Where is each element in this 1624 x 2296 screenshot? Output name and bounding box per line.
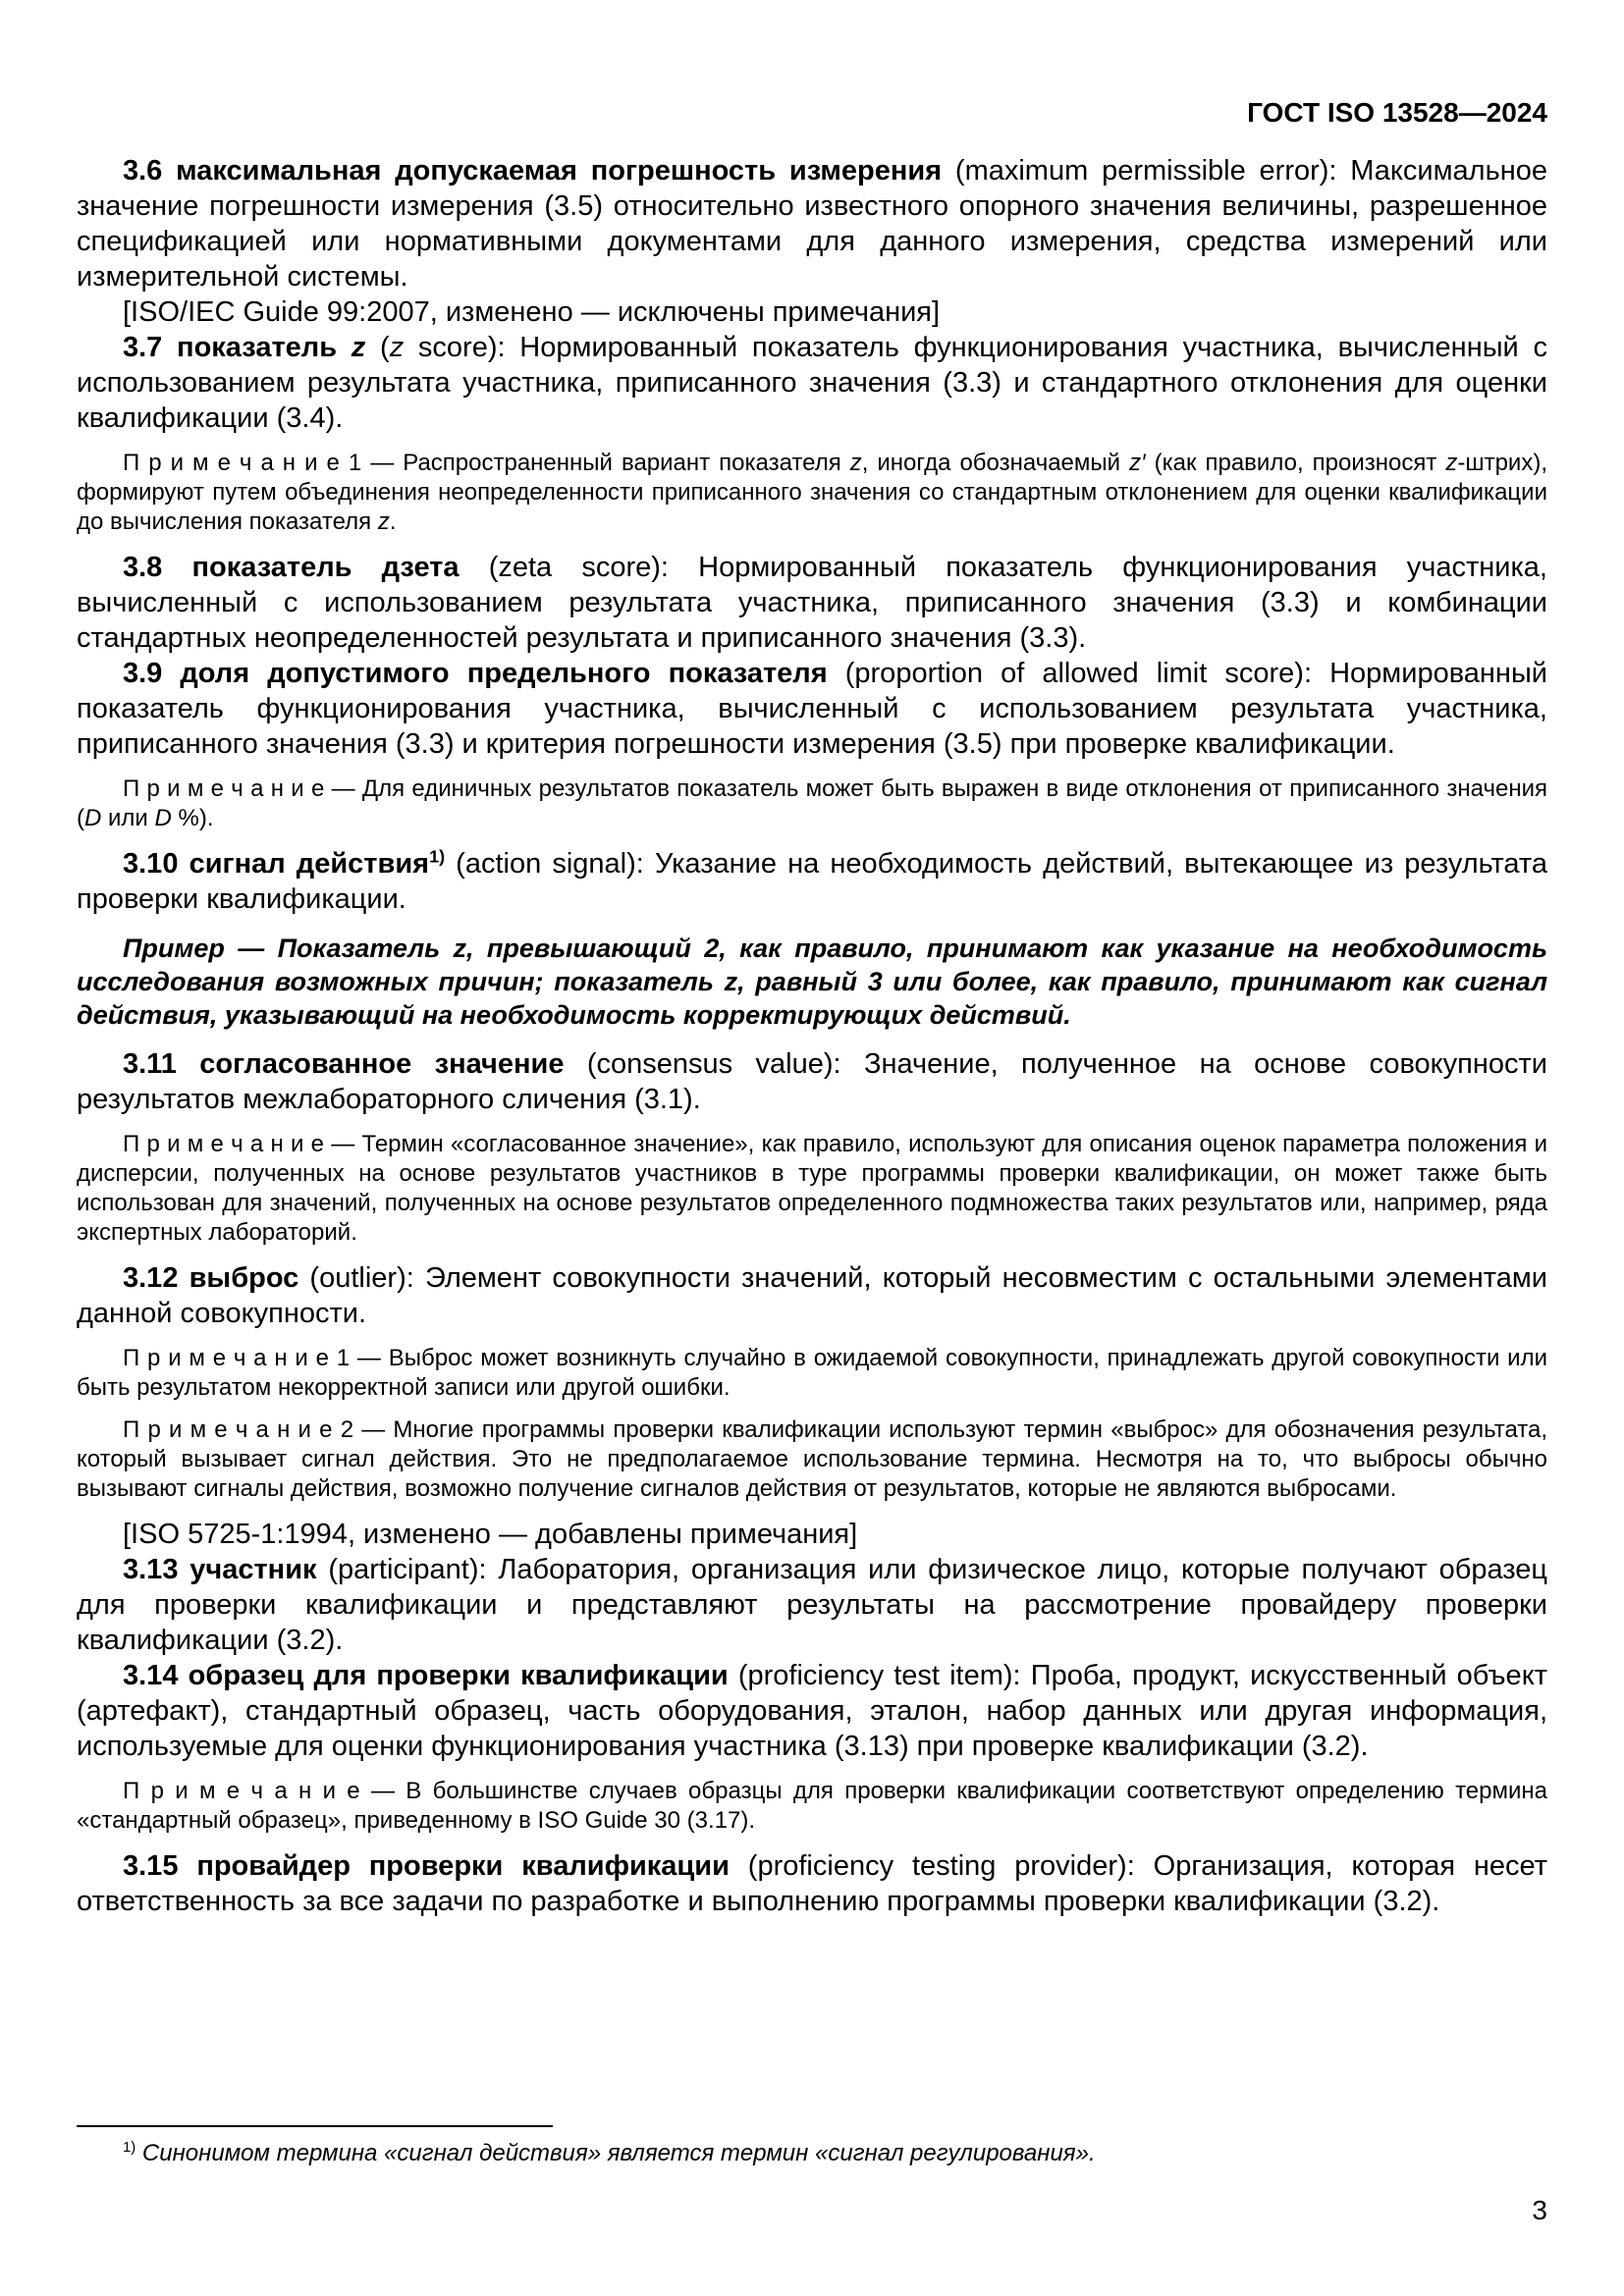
- example-paragraph: Пример — Показатель z, превышающий 2, как правило, принимают как указание на необходимость исследования возможных причин; показатель z, равный 3 или более, как правило, принимают как сигнал действия, указывающий на необходимость корректирующих действий.: [77, 934, 1547, 1030]
- term-definition-paragraph: 3.13 участник (participant): Лаборатория, организация или физическое лицо, которые получают образец для проверки квалификации и представляют результаты на рассмотрение провайдеру проверки квалификации (3.2).: [77, 1554, 1547, 1656]
- note-paragraph: П р и м е ч а н и е — Для единичных результатов показатель может быть выражен в виде отклонения от приписанного значения (D или D %).: [77, 775, 1547, 831]
- term-definition-paragraph: 3.15 провайдер проверки квалификации (proficiency testing provider): Организация, которая несет ответственность за все задачи по разработке и выполнению программы проверки квалификации (3.2).: [77, 1850, 1547, 1917]
- term-definition-paragraph: 3.11 согласованное значение (consensus value): Значение, полученное на основе совокупности результатов межлабораторного сличения (3.1).: [77, 1048, 1547, 1115]
- term-definition-paragraph: 3.14 образец для проверки квалификации (proficiency test item): Проба, продукт, искусственный объект (артефакт), стандартный образец, часть оборудования, эталон, набор данных или другая информация, используемые для оценки функционирования участника (3.13) при проверке квалификации (3.2).: [77, 1660, 1547, 1762]
- note-paragraph: П р и м е ч а н и е 1 — Выброс может возникнуть случайно в ожидаемой совокупности, принадлежать другой совокупности или быть результатом некорректной записи или другой ошибки.: [77, 1345, 1547, 1401]
- note-paragraph: П р и м е ч а н и е — Термин «согласованное значение», как правило, используют для описания оценок параметра положения и дисперсии, полученных на основе результатов участников в туре программы проверки квалификации, он может также быть использован для значений, полученных на основе результатов определенного подмножества таких результатов или, например, ряда экспертных лабораторий.: [77, 1131, 1547, 1246]
- term-definition-paragraph: 3.8 показатель дзета (zeta score): Нормированный показатель функционирования участника, вычисленный с использованием результата участника, приписанного значения (3.3) и комбинации стандартных неопределенностей результата и приписанного значения (3.3).: [77, 552, 1547, 654]
- footnote-area: [77, 2106, 1547, 2227]
- page-number: 3: [1532, 2195, 1547, 2225]
- term-definition-paragraph: 3.10 сигнал действия$^{1)}$ (action signal): Указание на необходимость действий, вытекающее из результата проверки квалификации.: [77, 846, 1547, 915]
- document-content: [77, 153, 1547, 1919]
- note-paragraph: П р и м е ч а н и е 1 — Распространенный вариант показателя z, иногда обозначаемый z′ (как правило, произносят z-штрих), формируют путем объединения неопределенности приписанного значения со стандартным отклонением для оценки квалификации до вычисления показателя z.: [77, 450, 1547, 535]
- note-paragraph: П р и м е ч а н и е — В большинстве случаев образцы для проверки квалификации соответствуют определению термина «стандартный образец», приведенному в ISO Guide 30 (3.17).: [77, 1778, 1547, 1834]
- note-paragraph: П р и м е ч а н и е 2 — Многие программы проверки квалификации используют термин «выброс» для обозначения результата, который вызывает сигнал действия. Это не предполагаемое использование термина. Несмотря на то, что выбросы обычно вызывают сигналы действия, возможно получение сигналов действия от результатов, которые не являются выбросами.: [77, 1416, 1547, 1502]
- source-reference: [ISO 5725-1:1994, изменено — добавлены примечания]: [123, 1519, 858, 1550]
- footnote-rule: [77, 2125, 553, 2127]
- footnote-text: $^{1)}$ Синонимом термина «сигнал действия» является термин «сигнал регулирования».: [123, 2140, 1096, 2166]
- standard-number-header: ГОСТ ISO 13528—2024: [1247, 97, 1547, 128]
- term-definition-paragraph: 3.9 доля допустимого предельного показателя (proportion of allowed limit score): Нормированный показатель функционирования участника, вычисленный с использованием результата участника, приписанного значения (3.3) и критерия погрешности измерения (3.5) при проверке квалификации.: [77, 658, 1547, 760]
- term-definition-paragraph: 3.6 максимальная допускаемая погрешность измерения (maximum permissible error): Максимальное значение погрешности измерения (3.5) относительно известного опорного значения величины, разрешенное спецификацией или нормативными документами для данного измерения, средства измерений или измерительной системы.: [77, 155, 1547, 293]
- term-definition-paragraph: 3.12 выброс (outlier): Элемент совокупности значений, который несовместим с остальными элементами данной совокупности.: [77, 1262, 1547, 1329]
- source-reference: [ISO/IEC Guide 99:2007, изменено — исключены примечания]: [123, 296, 941, 328]
- term-definition-paragraph: 3.7 показатель z (z score): Нормированный показатель функционирования участника, вычисленный с использованием результата участника, приписанного значения (3.3) и стандартного отклонения для оценки квалификации (3.4).: [77, 332, 1547, 434]
